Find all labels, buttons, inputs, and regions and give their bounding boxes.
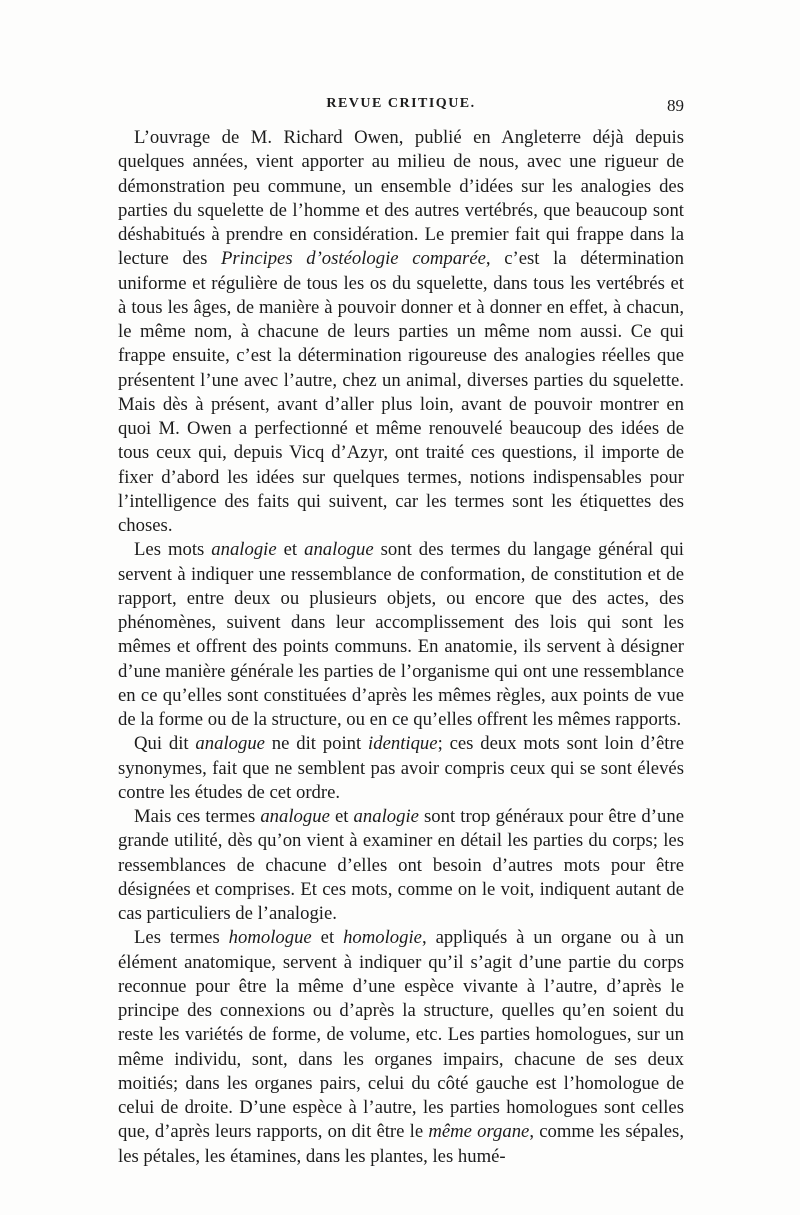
running-head — [118, 96, 684, 120]
page-number: 89 — [667, 96, 684, 115]
running-head-title: REVUE CRITIQUE. — [326, 96, 476, 111]
italic-term: identique — [368, 733, 438, 755]
text-run: L’ouvrage de M. Richard Owen, publié en Angleterre déjà depuis quelques années, vient apporter au milieu de nous, avec une rigueur de démonstration peu commune, un ensemble d’idées sur les analogies des parties du squelette de l’homme et des autres vertébrés, que beaucoup sont déshabitués à prendre en considération. Le premier fait qui frappe dans la lecture des — [118, 127, 684, 270]
text-run: Les termes — [134, 927, 229, 949]
text-run: ; ces deux mots sont loin d’être synonymes, fait que ne semblent pas avoir compris ceux qui se sont élevés contre les études de cet ordre. — [118, 733, 685, 803]
paragraph — [118, 538, 684, 732]
text-run: sont des termes du langage général qui servent à indiquer une ressemblance de conformation, de constitution et de rapport, entre deux ou plusieurs objets, ou encore que des actes, des phénomènes, suivent dans leur accomplissement des lois qui sont les mêmes et offrent des points communs. En anatomie, ils servent à désigner d’une manière générale les parties de l’organisme qui ont une ressemblance en ce qu’elles sont constituées d’après les mêmes règles, aux points de vue de la forme ou de la structure, ou en ce qu’elles offrent les mêmes rapports. — [118, 539, 684, 730]
text-run: , appliqués à un organe ou à un élément anatomique, servent à indiquer qu’il s’agit d’une partie du corps reconnue pour être la même d’une espèce vivante à l’autre, d’après le principe des connexions ou d’après la structure, quelles qu’en soient du reste les variétés de forme, de volume, etc. Les parties homologues, sur un même individu, sont, dans les organes impairs, chacune de ses deux moitiés; dans les organes pairs, celui du côté gauche est l’homologue de celui de droite. D’une espèce à l’autre, les parties homologues sont celles que, d’après leurs rapports, on dit être le — [118, 927, 684, 1143]
italic-term: analogue — [304, 539, 374, 561]
paragraph — [118, 926, 684, 1169]
paragraph — [118, 126, 684, 538]
italic-title: Principes d’ostéologie comparée — [220, 248, 486, 270]
text-run: Qui dit — [134, 733, 196, 755]
text-run: Les mots — [134, 539, 212, 561]
text-run: , c’est la détermination uniforme et régulière de tous les os du squelette, dans tous les vertébrés et à tous les âges, de manière à pouvoir donner et à donner en effet, à chacun, le même nom, à chacune de leurs parties un même nom aussi. Ce qui frappe ensuite, c’est la détermination rigoureuse des analogies réelles que présentent l’une avec l’autre, chez un animal, diverses parties du squelette. Mais dès à présent, avant d’aller plus loin, avant de pouvoir montrer en quoi M. Owen a perfectionné et même renouvelé beaucoup des idées de tous ceux qui, depuis Vicq d’Azyr, ont traité ces questions, il importe de fixer d’abord les idées sur quelques termes, notions indispensables pour l’intelligence des faits qui suivent, car les termes sont les étiquettes des choses. — [118, 248, 684, 536]
text-run: , comme les sépales, les pétales, les étamines, dans les plantes, les humé- — [118, 1121, 685, 1167]
italic-term: homologie — [343, 927, 422, 949]
text-run: Mais ces termes — [134, 806, 261, 827]
text-run: et — [329, 806, 354, 827]
text-run: et — [311, 927, 344, 949]
text-run: ne dit point — [264, 733, 369, 755]
text-run: sont trop généraux pour être d’une grande utilité, dès qu’on vient à examiner en détail les parties du corps; les ressemblances de chacune d’elles ont besoin d’autres mots pour être désignées et comprises. Et ces mots, comme on le voit, indiquent autant de cas particuliers de l’analogie. — [118, 806, 684, 924]
body-text — [118, 126, 684, 1169]
paragraph — [118, 805, 684, 926]
italic-term: analogue — [260, 806, 330, 827]
italic-term: homologue — [228, 927, 312, 949]
italic-term: analogie — [353, 806, 419, 827]
italic-term: même organe — [428, 1121, 530, 1143]
paragraph — [118, 732, 684, 805]
italic-term: analogue — [195, 733, 265, 755]
text-run: et — [276, 539, 305, 561]
italic-term: analogie — [211, 539, 277, 561]
